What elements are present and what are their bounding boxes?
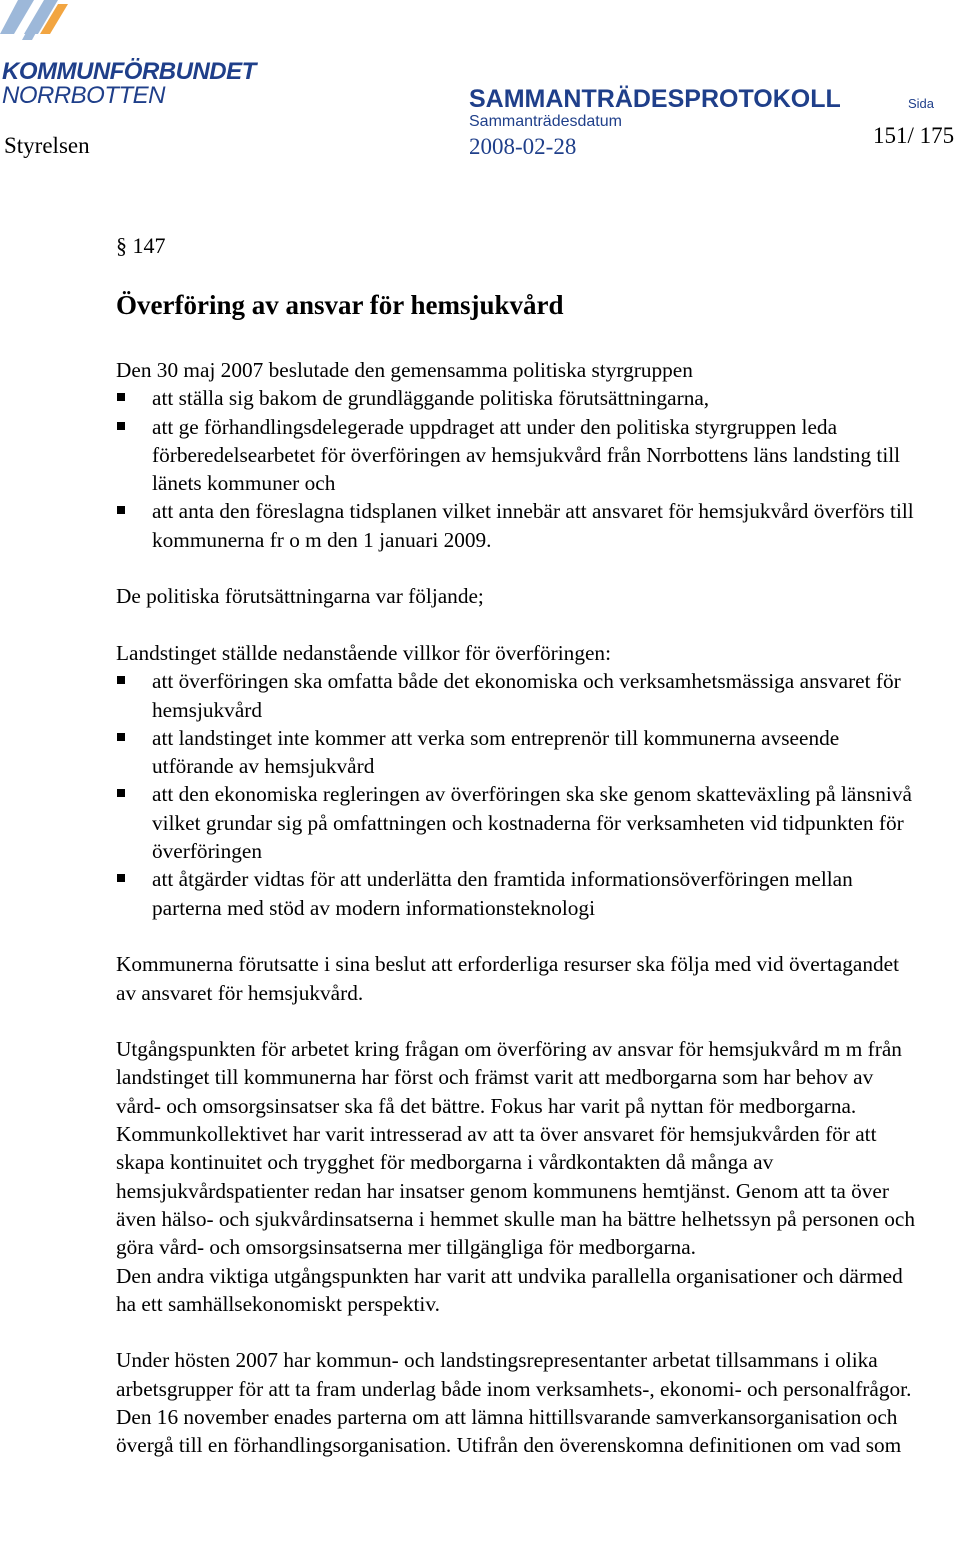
paragraph-starting-point: Utgångspunkten för arbetet kring frågan om överföring av ansvar för hemsjukvård m m från landstinget till kommunerna har först och främst varit att medborgarna som har behov av vård- och omsorgsinsatser ska få det bättre. Fokus har varit på nyttan för medborgarna. Kommunkollektivet har varit intresserad av att ta över ansvaret för hemsjukvården för att skapa kontinuitet och trygghet för medborgarna i vårdkontakten då många av hemsjukvårdspatienter redan har insatser genom kommunens hemtjänst. Genom att ta över även hälso- och sjukvårdinsatserna i hemmet skulle man ha bättre helhetssyn på personen och göra vård- och omsorgsinsatserna mer tillgängliga för medborgarna. <box>116 1037 915 1260</box>
list-item: att anta den föreslagna tidsplanen vilket innebär att ansvaret för hemsjukvård överförs till kommunerna fr o m den 1 januari 2009. <box>116 497 916 554</box>
list-item: att landstinget inte kommer att verka som entreprenör till kommunerna avseende utförande av hemsjukvård <box>116 724 916 781</box>
paragraph-conditions-intro: De politiska förutsättningarna var följande; <box>116 584 484 609</box>
document-title: SAMMANTRÄDESPROTOKOLL <box>469 85 841 113</box>
page-label: Sida <box>908 96 935 111</box>
department-label: Styrelsen <box>4 133 90 158</box>
conditions-list <box>116 667 916 922</box>
list-item: att åtgärder vidtas för att underlätta den framtida informationsöverföringen mellan parterna med stöd av modern informationsteknologi <box>116 865 916 922</box>
paragraph-decision-intro: Den 30 maj 2007 beslutade den gemensamma politiska styrgruppen <box>116 358 693 382</box>
list-item: att överföringen ska omfatta både det ekonomiska och verksamhetsmässiga ansvaret för hemsjukvård <box>116 667 916 724</box>
section-number: § 147 <box>116 233 166 258</box>
logo-text-secondary: NORRBOTTEN <box>2 82 165 109</box>
list-item: att ställa sig bakom de grundläggande politiska förutsättningarna, <box>116 384 916 412</box>
document-body <box>116 356 916 1460</box>
section-title: Överföring av ansvar för hemsjukvård <box>116 290 564 320</box>
meeting-date-value: 2008-02-28 <box>469 134 577 159</box>
paragraph-municipalities: Kommunerna förutsatte i sina beslut att erforderliga resurser ska följa med vid övertagandet av ansvaret för hemsjukvård. <box>116 952 899 1005</box>
list-item: att ge förhandlingsdelegerade uppdraget att under den politiska styrgruppen leda förberedelsearbetet för överföringen av hemsjukvård från Norrbottens läns landsting till länets kommuner och <box>116 413 916 498</box>
page-number: 151/ 175 <box>873 123 955 148</box>
paragraph-second-starting-point: Den andra viktiga utgångspunkten har varit att undvika parallella organisationer och därmed ha ett samhällsekonomiskt perspektiv. <box>116 1263 903 1316</box>
paragraph-landsting-conditions: Landstinget ställde nedanstående villkor för överföringen: <box>116 640 611 665</box>
paragraph-autumn-work: Under hösten 2007 har kommun- och landstingsrepresentanter arbetat tillsammans i olika arbetsgrupper för att ta fram underlag både inom verksamhets-, ekonomi- och personalfrågor. Den 16 november enades parterna om att lämna hittillsvarande samverkansorganisation och övergå till en förhandlingsorganisation. Utifrån den överenskomna definitionen om vad som <box>116 1348 912 1458</box>
logo-text-primary: KOMMUNFÖRBUNDET <box>2 58 256 85</box>
logo-stripes-icon <box>0 0 70 66</box>
list-item: att den ekonomiska regleringen av överföringen ska ske genom skatteväxling på länsnivå vilket grundar sig på omfattningen och kostnaderna för verksamheten vid tidpunkten för överföringen <box>116 780 916 865</box>
meeting-date-label: Sammanträdesdatum <box>469 113 622 130</box>
decision-list <box>116 384 916 554</box>
